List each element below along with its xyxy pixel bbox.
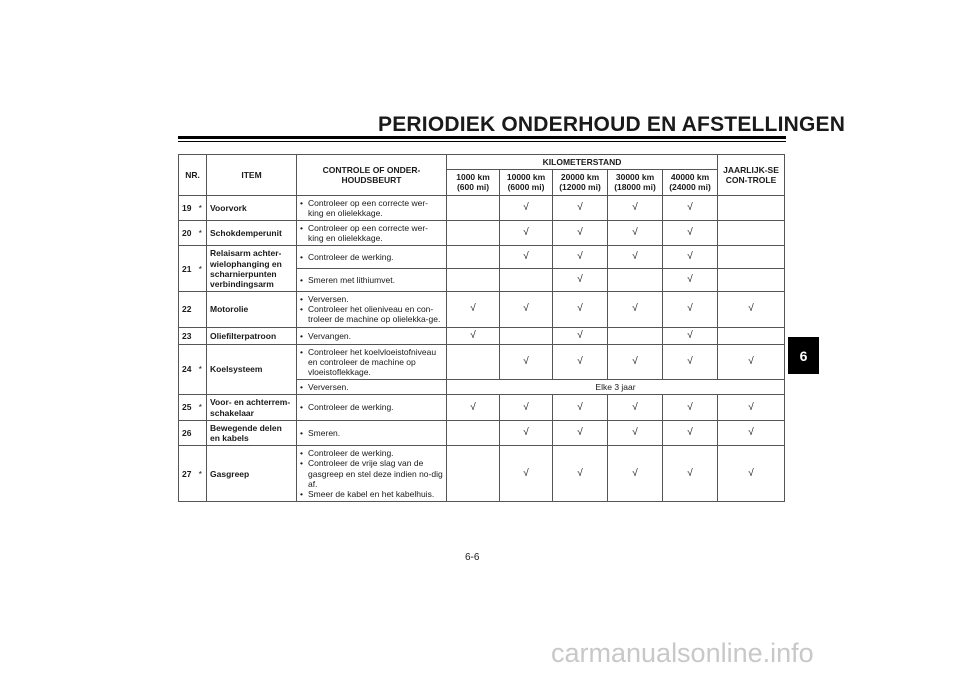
header-odometer: KILOMETERSTAND: [447, 155, 718, 170]
check-mark: √: [553, 446, 608, 502]
interval-km: 20000 km: [560, 172, 600, 183]
title-rule-thin: [178, 141, 786, 142]
row-item: Gasgreep: [207, 446, 297, 502]
check-mark: √: [553, 292, 608, 328]
page-title: PERIODIEK ONDERHOUD EN AFSTELLINGEN: [378, 113, 846, 136]
check-mark: √: [718, 344, 785, 380]
table-row: [179, 420, 785, 445]
interval-mi: (12000 mi): [559, 182, 601, 193]
empty-cell: [718, 220, 785, 245]
check-mark: √: [663, 246, 718, 269]
check-mark: √: [500, 420, 553, 445]
procedure-item: • Controleer het olieniveau en con-troleer de machine op olielekka-ge.: [300, 304, 443, 324]
row-number: 22: [179, 292, 198, 328]
check-mark: √: [663, 395, 718, 420]
check-procedure: [297, 292, 447, 328]
check-mark: √: [553, 220, 608, 245]
empty-cell: [447, 420, 500, 445]
header-interval: [608, 170, 663, 195]
procedure-list: [300, 275, 443, 285]
check-mark: √: [663, 344, 718, 380]
check-mark: √: [500, 344, 553, 380]
check-mark: √: [553, 195, 608, 220]
table-row: [179, 220, 785, 245]
table-row: [179, 246, 785, 269]
header-interval: [553, 170, 608, 195]
empty-cell: [447, 269, 500, 292]
row-number: 25: [179, 395, 198, 420]
interval-km: 10000 km: [506, 172, 546, 183]
procedure-list: [300, 331, 443, 341]
check-mark: √: [663, 327, 718, 344]
check-mark: √: [500, 220, 553, 245]
check-procedure: [297, 395, 447, 420]
procedure-list: [300, 448, 443, 499]
check-procedure: [297, 220, 447, 245]
row-marker: [198, 420, 207, 445]
row-item: Bewegende delen en kabels: [207, 420, 297, 445]
check-mark: √: [718, 395, 785, 420]
procedure-list: [300, 223, 443, 243]
procedure-item: • Controleer op een correcte wer-king en olielekkage.: [300, 198, 443, 218]
row-marker: *: [198, 246, 207, 292]
table-row: [179, 446, 785, 502]
table-row: [179, 327, 785, 344]
procedure-list: [300, 294, 443, 325]
header-interval: [500, 170, 553, 195]
empty-cell: [447, 344, 500, 380]
row-number: 20: [179, 220, 198, 245]
row-number: 19: [179, 195, 198, 220]
table-row: [179, 395, 785, 420]
header-annual: JAARLIJK-SE CON-TROLE: [718, 155, 785, 196]
maintenance-table: [178, 154, 785, 502]
check-mark: √: [608, 344, 663, 380]
interval-km: 40000 km: [670, 172, 710, 183]
check-mark: √: [447, 292, 500, 328]
row-marker: [198, 292, 207, 328]
check-mark: √: [718, 420, 785, 445]
check-procedure: [297, 380, 447, 395]
row-item: Motorolie: [207, 292, 297, 328]
header-interval: [663, 170, 718, 195]
row-number: 27: [179, 446, 198, 502]
table-row: [179, 292, 785, 328]
header-nr: NR.: [179, 155, 207, 196]
row-item: Voor- en achterrem-schakelaar: [207, 395, 297, 420]
procedure-item: • Verversen.: [300, 294, 443, 304]
header-check: CONTROLE OF ONDER-HOUDSBEURT: [297, 155, 447, 196]
procedure-item: • Controleer de vrije slag van de gasgreep en stel deze indien no-dig af.: [300, 458, 443, 489]
check-mark: √: [663, 420, 718, 445]
procedure-list: [300, 252, 443, 262]
interval-mi: (600 mi): [456, 182, 490, 193]
procedure-list: [300, 347, 443, 378]
check-mark: √: [718, 292, 785, 328]
row-marker: *: [198, 446, 207, 502]
procedure-list: [300, 382, 443, 392]
interval-note: Elke 3 jaar: [447, 380, 785, 395]
check-mark: √: [500, 395, 553, 420]
check-mark: √: [608, 395, 663, 420]
check-mark: √: [608, 446, 663, 502]
check-procedure: [297, 344, 447, 380]
check-mark: √: [500, 446, 553, 502]
section-tab: 6: [788, 337, 819, 374]
procedure-item: • Controleer het koelvloeistofniveau en controleer de machine op vloeistoflekkage.: [300, 347, 443, 378]
empty-cell: [500, 269, 553, 292]
procedure-item: • Controleer de werking.: [300, 448, 443, 458]
check-mark: √: [663, 446, 718, 502]
title-rule: [178, 136, 786, 139]
procedure-item: • Smeren.: [300, 428, 443, 438]
row-item: Schokdemperunit: [207, 220, 297, 245]
procedure-item: • Controleer op een correcte wer-king en olielekkage.: [300, 223, 443, 243]
interval-km: 1000 km: [456, 172, 490, 183]
check-mark: √: [500, 292, 553, 328]
empty-cell: [608, 269, 663, 292]
procedure-list: [300, 428, 443, 438]
empty-cell: [718, 269, 785, 292]
check-procedure: [297, 269, 447, 292]
empty-cell: [718, 327, 785, 344]
page-number: 6-6: [465, 552, 480, 563]
check-mark: √: [718, 446, 785, 502]
interval-mi: (6000 mi): [507, 182, 545, 193]
row-marker: *: [198, 195, 207, 220]
interval-mi: (18000 mi): [614, 182, 656, 193]
row-marker: *: [198, 344, 207, 395]
check-mark: √: [553, 269, 608, 292]
check-mark: √: [608, 195, 663, 220]
header-interval: [447, 170, 500, 195]
check-mark: √: [553, 395, 608, 420]
check-procedure: [297, 446, 447, 502]
row-number: 24: [179, 344, 198, 395]
procedure-item: • Smeer de kabel en het kabelhuis.: [300, 489, 443, 499]
procedure-item: • Verversen.: [300, 382, 443, 392]
interval-km: 30000 km: [615, 172, 655, 183]
empty-cell: [608, 327, 663, 344]
check-mark: √: [608, 246, 663, 269]
check-procedure: [297, 420, 447, 445]
procedure-item: • Vervangen.: [300, 331, 443, 341]
check-mark: √: [447, 395, 500, 420]
table-row: [179, 195, 785, 220]
procedure-list: [300, 198, 443, 218]
check-mark: √: [500, 246, 553, 269]
check-mark: √: [663, 220, 718, 245]
row-marker: *: [198, 220, 207, 245]
table-row: [179, 344, 785, 380]
check-mark: √: [500, 195, 553, 220]
procedure-item: • Controleer de werking.: [300, 402, 443, 412]
procedure-list: [300, 402, 443, 412]
check-procedure: [297, 327, 447, 344]
check-mark: √: [663, 292, 718, 328]
empty-cell: [447, 220, 500, 245]
row-number: 26: [179, 420, 198, 445]
empty-cell: [718, 195, 785, 220]
empty-cell: [718, 246, 785, 269]
interval-mi: (24000 mi): [669, 182, 711, 193]
check-mark: √: [608, 292, 663, 328]
row-item: Voorvork: [207, 195, 297, 220]
check-mark: √: [663, 269, 718, 292]
check-mark: √: [663, 195, 718, 220]
empty-cell: [500, 327, 553, 344]
check-mark: √: [608, 220, 663, 245]
check-mark: √: [553, 420, 608, 445]
check-mark: √: [608, 420, 663, 445]
procedure-item: • Controleer de werking.: [300, 252, 443, 262]
row-marker: [198, 327, 207, 344]
table-body: [179, 195, 785, 502]
header-item: ITEM: [207, 155, 297, 196]
row-number: 21: [179, 246, 198, 292]
row-item: Koelsysteem: [207, 344, 297, 395]
check-procedure: [297, 195, 447, 220]
empty-cell: [447, 246, 500, 269]
row-number: 23: [179, 327, 198, 344]
check-mark: √: [553, 327, 608, 344]
procedure-item: • Smeren met lithiumvet.: [300, 275, 443, 285]
check-procedure: [297, 246, 447, 269]
check-mark: √: [553, 344, 608, 380]
check-mark: √: [553, 246, 608, 269]
check-mark: √: [447, 327, 500, 344]
row-marker: *: [198, 395, 207, 420]
empty-cell: [447, 446, 500, 502]
watermark: carmanualsonline.info: [551, 638, 814, 668]
row-item: Relaisarm achter-wielophanging en scharnierpunten verbindingsarm: [207, 246, 297, 292]
empty-cell: [447, 195, 500, 220]
row-item: Oliefilterpatroon: [207, 327, 297, 344]
